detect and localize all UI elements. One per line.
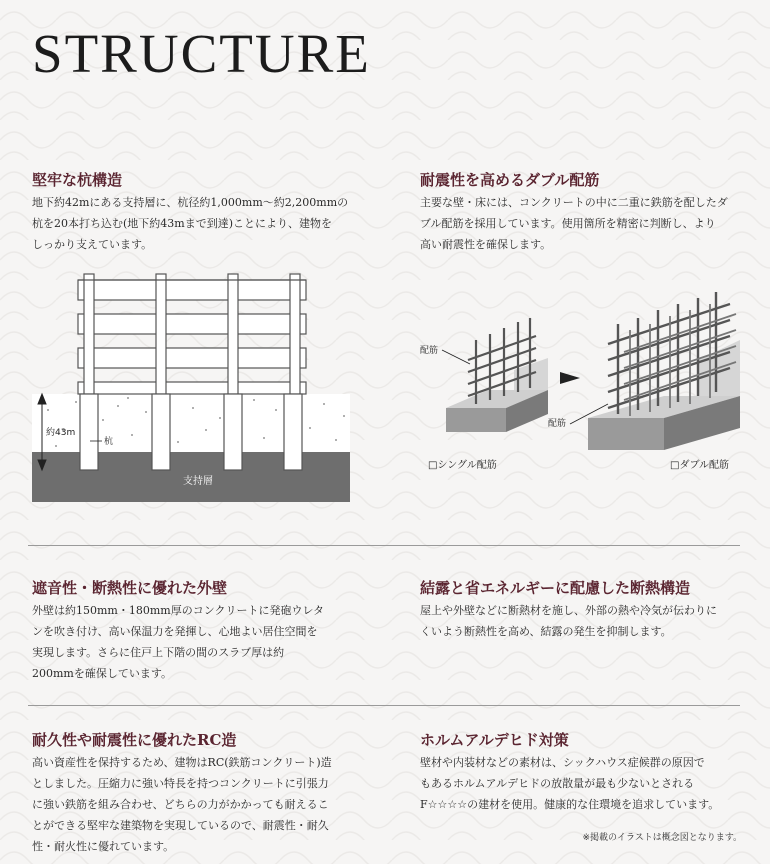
wall-line: 実現します。さらに住戸上下階の間のスラブ厚は約 [32,646,285,659]
rc-line: に強い鉄筋を組み合わせ、どちらの力がかかっても耐えるこ [32,798,329,811]
divider [28,545,740,546]
rebar-line: ブル配筋を採用しています。使用箇所を精密に判断し、より [420,217,716,230]
right-callout: 配筋 [548,419,567,429]
bearing-label: 支持層 [183,476,213,487]
divider [28,705,740,706]
insulation-body [420,600,717,642]
page-title: STRUCTURE [32,23,371,84]
rebar-diagram [418,280,748,480]
insulation-line: 屋上や外壁などに断熱材を施し、外部の熱や冷気が伝わりに [420,604,717,617]
wall-line: ンを吹き付け、高い保温力を発揮し、心地よい居住空間を [32,625,318,638]
rc-body [32,752,332,857]
arrow-icon [560,372,580,384]
single-label: □シングル配筋 [428,460,497,471]
wall-line: 外壁は約150mm・180mm厚のコンクリートに発砲ウレタ [32,604,325,617]
rc-line: 性・耐火性に優れています。 [32,840,175,853]
pile-body [32,192,348,255]
depth-label: 約43m [46,428,76,438]
pile-line: 杭を20本打ち込む(地下約43mまで到達)ことにより、建物を [32,217,333,230]
pile-diagram [28,270,358,515]
formaldehyde-line: もあるホルムアルデヒドの放散量が最も少ないとされる [420,777,695,790]
rebar-body [420,192,728,255]
formaldehyde-body [420,752,719,815]
insulation-line: くいよう断熱性を高め、結露の発生を抑制します。 [420,625,672,638]
formaldehyde-line: F☆☆☆☆の建材を使用。健康的な住環境を追求しています。 [420,798,720,811]
footnote: ※掲載のイラストは概念図となります。 [582,833,742,843]
wall-body [32,600,324,684]
wall-heading: 遮音性・断熱性に優れた外壁 [32,579,228,597]
building-frame [78,274,306,394]
wall-line: 200mmを確保しています。 [32,667,172,680]
rc-line: 高い資産性を保持するため、建物はRC(鉄筋コンクリート)造 [32,756,332,769]
pile-heading: 堅牢な杭構造 [32,171,123,189]
double-label: □ダブル配筋 [670,460,730,471]
pile-label: 杭 [104,437,114,447]
left-callout: 配筋 [420,346,439,356]
formaldehyde-line: 壁材や内装材などの素材は、シックハウス症候群の原因で [420,756,705,769]
pile-line: 地下約42mにある支持層に、杭径約1,000mm～約2,200mmの [32,196,349,209]
insulation-heading: 結露と省エネルギーに配慮した断熱構造 [420,579,691,597]
pile-line: しっかり支えています。 [32,238,153,251]
rc-line: とができる堅牢な建築物を実現しているので、耐震性・耐久 [32,819,329,832]
rebar-heading: 耐震性を高めるダブル配筋 [420,171,600,189]
rebar-line: 主要な壁・床には、コンクリートの中に二重に鉄筋を配したダ [420,196,728,209]
rebar-line: 高い耐震性を確保します。 [420,238,552,251]
single-rebar-wall [446,318,548,432]
rc-heading: 耐久性や耐震性に優れたRC造 [32,731,237,749]
rc-line: としました。圧縮力に強い特長を持つコンクリートに引張力 [32,777,329,790]
formaldehyde-heading: ホルムアルデヒド対策 [420,731,569,749]
double-rebar-wall [588,292,740,450]
